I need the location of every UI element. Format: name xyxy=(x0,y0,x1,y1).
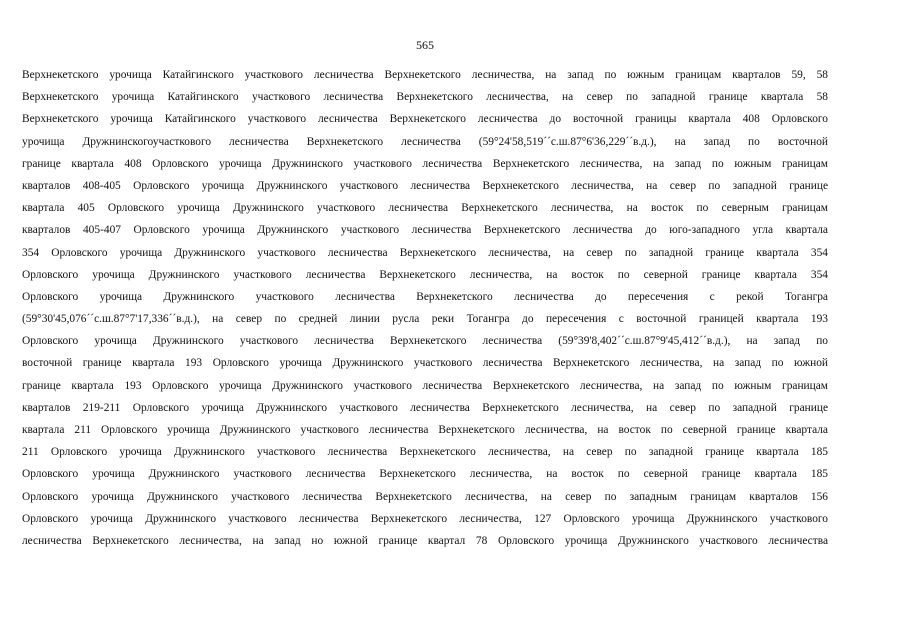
text-line: квартала 211 Орловского урочища Дружнинского участкового лесничества Верхнекетского лесничества, на восток по северной границе квартала xyxy=(22,424,828,436)
text-line: границе квартала 193 Орловского урочища Дружнинского участкового лесничества Верхнекетского лесничества, на запад по южным границам xyxy=(22,379,828,392)
text-line: восточной границе квартала 193 Орловского урочища Дружнинского участкового лесничества Верхнекетского лесничества, на запад по южной xyxy=(22,357,828,370)
text-line: квартала 405 Орловского урочища Дружнинского участкового лесничества Верхнекетского лесничества, на восток по северным границам xyxy=(22,202,828,215)
text-line: Верхнекетского урочища Катайгинского участкового лесничества Верхнекетского лесничества до восточной границы квартала 408 Орловского xyxy=(22,113,828,126)
text-line: границе квартала 408 Орловского урочища Дружнинского участкового лесничества Верхнекетского лесничества, на запад по южным границам xyxy=(22,157,828,170)
text-line: Верхнекетского урочища Катайгинского участкового лесничества Верхнекетского лесничества, на запад по южным границам кварталов 59, 58 xyxy=(22,69,828,81)
text-line: Орловского урочища Дружнинского участкового лесничества Верхнекетского лесничества (59°39'8,402´´с.ш.87°9'45,412´´в.д.), на запад по xyxy=(22,335,828,348)
text-line: кварталов 405-407 Орловского урочища Дружнинского участкового лесничества Верхнекетского лесничества до юго-западного угла квартала xyxy=(22,224,828,237)
text-line: 354 Орловского урочища Дружнинского участкового лесничества Верхнекетского лесничества, на север по западной границе квартала 354 xyxy=(22,246,828,259)
text-line: 211 Орловского урочища Дружнинского участкового лесничества Верхнекетского лесничества, на север по западной границе квартала 185 xyxy=(22,446,828,459)
text-line: кварталов 408-405 Орловского урочища Дружнинского участкового лесничества Верхнекетского лесничества, на север по западной границе xyxy=(22,179,828,192)
text-line: (59°30'45,076´´с.ш.87°7'17,336´´в.д.), на север по средней линии русла реки Тогангра до пересечения с восточной границей квартала 193 xyxy=(22,313,828,326)
text-line: Верхнекетского урочища Катайгинского участкового лесничества Верхнекетского лесничества, на север по западной границе квартала 58 xyxy=(22,91,828,104)
document-body xyxy=(22,64,828,552)
text-line: Орловского урочища Дружнинского участкового лесничества Верхнекетского лесничества, 127 Орловского урочища Дружнинского участкового xyxy=(22,512,828,525)
text-line: Орловского урочища Дружнинского участкового лесничества Верхнекетского лесничества, на восток по северной границе квартала 185 xyxy=(22,468,828,481)
text-line: Орловского урочища Дружнинского участкового лесничества Верхнекетского лесничества, на север по западным границам кварталов 156 xyxy=(22,490,828,503)
text-line: урочища Дружнинскогоучасткового лесничества Верхнекетского лесничества (59°24'58,519´´с.ш.87°6'36,229´´в.д.), на запад по восточной xyxy=(22,135,828,148)
text-line: лесничества Верхнекетского лесничества, на запад но южной границе квартал 78 Орловского урочища Дружнинского участкового лесничества xyxy=(22,534,828,547)
text-line: Орловского урочища Дружнинского участкового лесничества Верхнекетского лесничества до пересечения с рекой Тогангра xyxy=(22,290,828,303)
page-number: 565 xyxy=(416,38,434,52)
text-line: Орловского урочища Дружнинского участкового лесничества Верхнекетского лесничества, на восток по северной границе квартала 354 xyxy=(22,268,828,281)
text-line: кварталов 219-211 Орловского урочища Дружнинского участкового лесничества Верхнекетского лесничества, на север по западной границе xyxy=(22,401,828,414)
